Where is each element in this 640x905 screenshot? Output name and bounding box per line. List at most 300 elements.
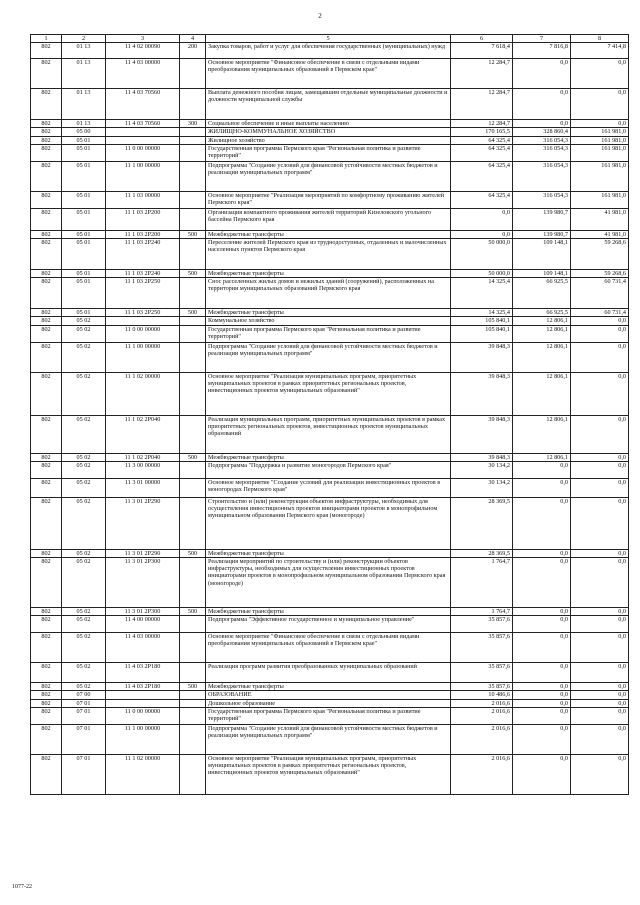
amount-2023-cell: 0,0 bbox=[513, 461, 571, 478]
table-row bbox=[31, 691, 629, 699]
grbs-code-cell: 802 bbox=[31, 43, 62, 59]
amount-2024-cell: 0,0 bbox=[571, 325, 629, 342]
table-row bbox=[31, 415, 629, 453]
expense-type-code-cell bbox=[180, 208, 206, 230]
amount-2023-cell: 0,0 bbox=[513, 724, 571, 754]
description-cell: Основное мероприятие "Создание условий для реализации инвестиционных проектов в моногородах Пермского края" bbox=[206, 478, 451, 497]
amount-2022-cell: 64 325,4 bbox=[451, 161, 513, 191]
amount-2023-cell: 0,0 bbox=[513, 558, 571, 608]
expense-type-code-cell bbox=[180, 699, 206, 707]
amount-2024-cell: 161 981,0 bbox=[571, 191, 629, 208]
table-row bbox=[31, 239, 629, 270]
target-article-code-cell: 11 1 00 00000 bbox=[106, 161, 180, 191]
column-header: 6 bbox=[451, 35, 513, 43]
grbs-code-cell: 802 bbox=[31, 549, 62, 557]
amount-2024-cell: 0,0 bbox=[571, 707, 629, 724]
target-article-code-cell: 11 3 01 2Р290 bbox=[106, 497, 180, 549]
target-article-code-cell: 11 3 01 00000 bbox=[106, 478, 180, 497]
grbs-code-cell: 802 bbox=[31, 415, 62, 453]
description-cell: Строительство и (или) реконструкция объектов инфраструктуры, необходимых для осуществления инвестиционных проектов инициаторами проектов в монопрофильном муниципальном образовании Пермского края (моногороде) bbox=[206, 497, 451, 549]
table-row bbox=[31, 453, 629, 461]
expense-type-code-cell bbox=[180, 278, 206, 309]
amount-2022-cell: 105 840,1 bbox=[451, 317, 513, 325]
target-article-code-cell: 11 0 00 00000 bbox=[106, 707, 180, 724]
description-cell: Подпрограмма "Создание условий для финансовой устойчивости местных бюджетов и реализации муниципальных программ" bbox=[206, 724, 451, 754]
description-cell: ОБРАЗОВАНИЕ bbox=[206, 691, 451, 699]
description-cell: Основное мероприятие "Финансовое обеспечение в связи с отдельными видами преобразования муниципальных образований в Пермском крае" bbox=[206, 633, 451, 663]
amount-2023-cell: 0,0 bbox=[513, 633, 571, 663]
grbs-code-cell: 802 bbox=[31, 270, 62, 278]
amount-2022-cell: 35 857,6 bbox=[451, 663, 513, 683]
grbs-code-cell: 802 bbox=[31, 683, 62, 691]
amount-2024-cell: 0,0 bbox=[571, 497, 629, 549]
target-article-code-cell: 11 1 02 2Р040 bbox=[106, 453, 180, 461]
target-article-code-cell: 11 3 01 2Р290 bbox=[106, 549, 180, 557]
section-code-cell: 05 02 bbox=[62, 683, 106, 691]
expense-type-code-cell bbox=[180, 317, 206, 325]
column-header: 3 bbox=[106, 35, 180, 43]
section-code-cell: 05 02 bbox=[62, 478, 106, 497]
section-code-cell: 05 01 bbox=[62, 309, 106, 317]
amount-2024-cell: 0,0 bbox=[571, 120, 629, 128]
amount-2022-cell: 2 016,6 bbox=[451, 707, 513, 724]
target-article-code-cell: 11 1 03 2Р240 bbox=[106, 239, 180, 270]
amount-2024-cell: 0,0 bbox=[571, 89, 629, 120]
amount-2022-cell: 30 134,2 bbox=[451, 478, 513, 497]
section-code-cell: 07 00 bbox=[62, 691, 106, 699]
grbs-code-cell: 802 bbox=[31, 453, 62, 461]
column-header: 8 bbox=[571, 35, 629, 43]
description-cell: Закупка товаров, работ и услуг для обеспечения государственных (муниципальных) нужд bbox=[206, 43, 451, 59]
table-row bbox=[31, 270, 629, 278]
amount-2023-cell: 139 980,7 bbox=[513, 208, 571, 230]
target-article-code-cell: 11 1 03 2Р200 bbox=[106, 208, 180, 230]
description-cell: Выплата денежного пособия лицам, замещавшим отдельные муниципальные должности и должности муниципальной службы bbox=[206, 89, 451, 120]
amount-2022-cell: 35 857,6 bbox=[451, 683, 513, 691]
target-article-code-cell: 11 1 03 2Р240 bbox=[106, 270, 180, 278]
expense-type-code-cell bbox=[180, 136, 206, 144]
description-cell: Реализация мероприятий по строительству и (или) реконструкции объектов инфраструктуры, необходимых для осуществления инвестиционных проектов инициаторами проектов в монопрофильном муниципальном образовании Пермского края (моногороде) bbox=[206, 558, 451, 608]
table-row bbox=[31, 120, 629, 128]
amount-2022-cell: 14 325,4 bbox=[451, 278, 513, 309]
target-article-code-cell: 11 1 03 00000 bbox=[106, 191, 180, 208]
expense-type-code-cell bbox=[180, 372, 206, 415]
amount-2022-cell: 50 000,0 bbox=[451, 239, 513, 270]
description-cell: Переселение жителей Пермского края из труднодоступных, отдаленных и малочисленных населенных пунктов Пермского края bbox=[206, 239, 451, 270]
amount-2024-cell: 7 414,8 bbox=[571, 43, 629, 59]
grbs-code-cell: 802 bbox=[31, 691, 62, 699]
table-row bbox=[31, 699, 629, 707]
section-code-cell: 05 00 bbox=[62, 128, 106, 136]
amount-2024-cell: 0,0 bbox=[571, 461, 629, 478]
grbs-code-cell: 802 bbox=[31, 230, 62, 238]
page-number: 2 bbox=[318, 12, 322, 20]
section-code-cell: 05 02 bbox=[62, 325, 106, 342]
amount-2022-cell: 64 325,4 bbox=[451, 144, 513, 161]
description-cell: Снос расселенных жилых домов и нежилых зданий (сооружений), расположенных на территории муниципальных образований Пермского края bbox=[206, 278, 451, 309]
description-cell: Подпрограмма "Создание условий для финансовой устойчивости местных бюджетов и реализации муниципальных программ" bbox=[206, 342, 451, 372]
amount-2023-cell: 0,0 bbox=[513, 707, 571, 724]
section-code-cell: 05 02 bbox=[62, 372, 106, 415]
target-article-code-cell: 11 4 02 00090 bbox=[106, 43, 180, 59]
amount-2022-cell: 10 486,6 bbox=[451, 691, 513, 699]
header-row bbox=[31, 35, 629, 43]
amount-2022-cell: 12 284,7 bbox=[451, 120, 513, 128]
section-code-cell: 07 01 bbox=[62, 754, 106, 794]
amount-2022-cell: 2 016,6 bbox=[451, 699, 513, 707]
amount-2022-cell: 12 284,7 bbox=[451, 59, 513, 89]
description-cell: Основное мероприятие "Реализация муниципальных программ, приоритетных муниципальных проектов в рамках приоритетных региональных проектов, инвестиционных проектов муниципальных образований" bbox=[206, 372, 451, 415]
expense-type-code-cell bbox=[180, 478, 206, 497]
expense-type-code-cell bbox=[180, 144, 206, 161]
target-article-code-cell: 11 1 03 2Р250 bbox=[106, 278, 180, 309]
expense-type-code-cell bbox=[180, 128, 206, 136]
amount-2024-cell: 0,0 bbox=[571, 663, 629, 683]
amount-2024-cell: 161 981,0 bbox=[571, 144, 629, 161]
table-row bbox=[31, 754, 629, 794]
amount-2022-cell: 0,0 bbox=[451, 230, 513, 238]
expense-type-code-cell bbox=[180, 724, 206, 754]
grbs-code-cell: 802 bbox=[31, 616, 62, 633]
amount-2024-cell: 0,0 bbox=[571, 608, 629, 616]
grbs-code-cell: 802 bbox=[31, 372, 62, 415]
amount-2023-cell: 12 806,1 bbox=[513, 372, 571, 415]
section-code-cell: 05 02 bbox=[62, 461, 106, 478]
amount-2022-cell: 1 764,7 bbox=[451, 608, 513, 616]
grbs-code-cell: 802 bbox=[31, 707, 62, 724]
amount-2024-cell: 161 981,0 bbox=[571, 136, 629, 144]
table-row bbox=[31, 89, 629, 120]
grbs-code-cell: 802 bbox=[31, 144, 62, 161]
amount-2023-cell: 109 148,1 bbox=[513, 270, 571, 278]
grbs-code-cell: 802 bbox=[31, 136, 62, 144]
amount-2024-cell: 0,0 bbox=[571, 754, 629, 794]
table-row bbox=[31, 59, 629, 89]
target-article-code-cell: 11 3 00 00000 bbox=[106, 461, 180, 478]
target-article-code-cell bbox=[106, 128, 180, 136]
table-row bbox=[31, 372, 629, 415]
amount-2023-cell: 0,0 bbox=[513, 608, 571, 616]
amount-2022-cell: 64 325,4 bbox=[451, 191, 513, 208]
amount-2023-cell: 12 806,1 bbox=[513, 342, 571, 372]
column-header: 1 bbox=[31, 35, 62, 43]
table-row bbox=[31, 633, 629, 663]
grbs-code-cell: 802 bbox=[31, 191, 62, 208]
expense-type-code-cell bbox=[180, 415, 206, 453]
target-article-code-cell: 11 1 00 00000 bbox=[106, 724, 180, 754]
amount-2023-cell: 316 054,3 bbox=[513, 191, 571, 208]
grbs-code-cell: 802 bbox=[31, 342, 62, 372]
amount-2024-cell: 0,0 bbox=[571, 724, 629, 754]
section-code-cell: 05 02 bbox=[62, 317, 106, 325]
table-row bbox=[31, 608, 629, 616]
amount-2024-cell: 41 981,0 bbox=[571, 208, 629, 230]
amount-2024-cell: 0,0 bbox=[571, 633, 629, 663]
section-code-cell: 05 01 bbox=[62, 239, 106, 270]
table-row bbox=[31, 278, 629, 309]
amount-2024-cell: 161 981,0 bbox=[571, 128, 629, 136]
target-article-code-cell: 11 4 00 00000 bbox=[106, 616, 180, 633]
description-cell: Межбюджетные трансферты bbox=[206, 549, 451, 557]
expense-type-code-cell bbox=[180, 691, 206, 699]
description-cell: Межбюджетные трансферты bbox=[206, 309, 451, 317]
amount-2022-cell: 30 134,2 bbox=[451, 461, 513, 478]
section-code-cell: 05 02 bbox=[62, 497, 106, 549]
budget-table bbox=[30, 34, 629, 795]
target-article-code-cell: 11 1 02 00000 bbox=[106, 754, 180, 794]
amount-2024-cell: 0,0 bbox=[571, 616, 629, 633]
grbs-code-cell: 802 bbox=[31, 208, 62, 230]
amount-2022-cell: 28 369,5 bbox=[451, 549, 513, 557]
expense-type-code-cell: 300 bbox=[180, 120, 206, 128]
description-cell: Межбюджетные трансферты bbox=[206, 270, 451, 278]
target-article-code-cell bbox=[106, 691, 180, 699]
amount-2022-cell: 64 325,4 bbox=[451, 136, 513, 144]
section-code-cell: 01 13 bbox=[62, 43, 106, 59]
expense-type-code-cell bbox=[180, 497, 206, 549]
amount-2023-cell: 12 806,1 bbox=[513, 325, 571, 342]
amount-2022-cell: 7 618,4 bbox=[451, 43, 513, 59]
description-cell: Основное мероприятие "Финансовое обеспечение в связи с отдельными видами преобразования муниципальных образований в Пермском крае" bbox=[206, 59, 451, 89]
amount-2024-cell: 60 731,4 bbox=[571, 309, 629, 317]
amount-2023-cell: 316 054,3 bbox=[513, 136, 571, 144]
section-code-cell: 01 13 bbox=[62, 59, 106, 89]
target-article-code-cell: 11 3 01 2Р300 bbox=[106, 558, 180, 608]
expense-type-code-cell bbox=[180, 558, 206, 608]
amount-2024-cell: 0,0 bbox=[571, 453, 629, 461]
amount-2023-cell: 12 806,1 bbox=[513, 453, 571, 461]
amount-2022-cell: 0,0 bbox=[451, 208, 513, 230]
amount-2022-cell: 12 284,7 bbox=[451, 89, 513, 120]
amount-2023-cell: 139 980,7 bbox=[513, 230, 571, 238]
table-row bbox=[31, 191, 629, 208]
column-header: 5 bbox=[206, 35, 451, 43]
amount-2023-cell: 0,0 bbox=[513, 497, 571, 549]
amount-2023-cell: 0,0 bbox=[513, 699, 571, 707]
amount-2023-cell: 66 925,5 bbox=[513, 309, 571, 317]
amount-2023-cell: 0,0 bbox=[513, 754, 571, 794]
section-code-cell: 05 01 bbox=[62, 161, 106, 191]
expense-type-code-cell bbox=[180, 754, 206, 794]
grbs-code-cell: 802 bbox=[31, 161, 62, 191]
amount-2023-cell: 0,0 bbox=[513, 616, 571, 633]
target-article-code-cell: 11 1 00 00000 bbox=[106, 342, 180, 372]
section-code-cell: 05 01 bbox=[62, 208, 106, 230]
section-code-cell: 07 01 bbox=[62, 699, 106, 707]
target-article-code-cell: 11 1 03 2Р250 bbox=[106, 309, 180, 317]
expense-type-code-cell bbox=[180, 707, 206, 724]
target-article-code-cell bbox=[106, 317, 180, 325]
grbs-code-cell: 802 bbox=[31, 633, 62, 663]
grbs-code-cell: 802 bbox=[31, 59, 62, 89]
description-cell: Подпрограмма "Эффективное государственное и муниципальное управление" bbox=[206, 616, 451, 633]
expense-type-code-cell: 500 bbox=[180, 453, 206, 461]
section-code-cell: 05 02 bbox=[62, 616, 106, 633]
grbs-code-cell: 802 bbox=[31, 699, 62, 707]
table-row bbox=[31, 683, 629, 691]
description-cell: Основное мероприятие "Реализация муниципальных программ, приоритетных муниципальных проектов в рамках приоритетных региональных проектов, инвестиционных проектов муниципальных образований" bbox=[206, 754, 451, 794]
amount-2022-cell: 1 764,7 bbox=[451, 558, 513, 608]
amount-2023-cell: 109 148,1 bbox=[513, 239, 571, 270]
expense-type-code-cell bbox=[180, 616, 206, 633]
expense-type-code-cell bbox=[180, 633, 206, 663]
section-code-cell: 05 02 bbox=[62, 558, 106, 608]
section-code-cell: 05 01 bbox=[62, 278, 106, 309]
amount-2023-cell: 0,0 bbox=[513, 120, 571, 128]
amount-2023-cell: 0,0 bbox=[513, 89, 571, 120]
amount-2024-cell: 0,0 bbox=[571, 691, 629, 699]
table-row bbox=[31, 128, 629, 136]
amount-2022-cell: 39 848,3 bbox=[451, 372, 513, 415]
expense-type-code-cell: 500 bbox=[180, 608, 206, 616]
table-row bbox=[31, 549, 629, 557]
section-code-cell: 05 02 bbox=[62, 663, 106, 683]
table-row bbox=[31, 144, 629, 161]
expense-type-code-cell bbox=[180, 461, 206, 478]
section-code-cell: 01 13 bbox=[62, 120, 106, 128]
grbs-code-cell: 802 bbox=[31, 89, 62, 120]
target-article-code-cell: 11 1 02 2Р040 bbox=[106, 415, 180, 453]
target-article-code-cell: 11 4 03 2Р180 bbox=[106, 663, 180, 683]
table-row bbox=[31, 342, 629, 372]
table-row bbox=[31, 43, 629, 59]
amount-2023-cell: 0,0 bbox=[513, 59, 571, 89]
amount-2024-cell: 41 981,0 bbox=[571, 230, 629, 238]
expense-type-code-cell: 500 bbox=[180, 683, 206, 691]
amount-2023-cell: 66 925,5 bbox=[513, 278, 571, 309]
amount-2022-cell: 35 857,6 bbox=[451, 616, 513, 633]
grbs-code-cell: 802 bbox=[31, 497, 62, 549]
amount-2024-cell: 0,0 bbox=[571, 317, 629, 325]
description-cell: Социальное обеспечение и иные выплаты населению bbox=[206, 120, 451, 128]
column-header: 2 bbox=[62, 35, 106, 43]
amount-2023-cell: 316 054,3 bbox=[513, 161, 571, 191]
target-article-code-cell bbox=[106, 136, 180, 144]
description-cell: Реализация программ развития преобразованных муниципальных образований bbox=[206, 663, 451, 683]
table-row bbox=[31, 478, 629, 497]
table-row bbox=[31, 208, 629, 230]
amount-2024-cell: 0,0 bbox=[571, 478, 629, 497]
description-cell: Подпрограмма "Поддержка и развитие моногородов Пермского края" bbox=[206, 461, 451, 478]
amount-2022-cell: 2 016,6 bbox=[451, 724, 513, 754]
amount-2024-cell: 0,0 bbox=[571, 415, 629, 453]
description-cell: Государственная программа Пермского края "Региональная политика и развитие территорий" bbox=[206, 707, 451, 724]
amount-2023-cell: 316 054,3 bbox=[513, 144, 571, 161]
description-cell: Межбюджетные трансферты bbox=[206, 683, 451, 691]
table-row bbox=[31, 497, 629, 549]
section-code-cell: 05 01 bbox=[62, 191, 106, 208]
section-code-cell: 05 02 bbox=[62, 453, 106, 461]
expense-type-code-cell: 500 bbox=[180, 230, 206, 238]
table-row bbox=[31, 230, 629, 238]
amount-2023-cell: 328 860,4 bbox=[513, 128, 571, 136]
table-row bbox=[31, 707, 629, 724]
amount-2024-cell: 59 268,6 bbox=[571, 270, 629, 278]
expense-type-code-cell: 500 bbox=[180, 549, 206, 557]
amount-2022-cell: 14 325,4 bbox=[451, 309, 513, 317]
grbs-code-cell: 802 bbox=[31, 478, 62, 497]
grbs-code-cell: 802 bbox=[31, 608, 62, 616]
table-row bbox=[31, 317, 629, 325]
amount-2022-cell: 39 848,3 bbox=[451, 415, 513, 453]
section-code-cell: 05 01 bbox=[62, 230, 106, 238]
table-row bbox=[31, 461, 629, 478]
amount-2023-cell: 12 806,1 bbox=[513, 415, 571, 453]
description-cell: Основное мероприятие "Реализация мероприятий по комфортному проживанию жителей Пермского края" bbox=[206, 191, 451, 208]
amount-2024-cell: 0,0 bbox=[571, 683, 629, 691]
target-article-code-cell: 11 4 03 70560 bbox=[106, 120, 180, 128]
table-row bbox=[31, 161, 629, 191]
amount-2022-cell: 2 016,6 bbox=[451, 754, 513, 794]
amount-2023-cell: 0,0 bbox=[513, 691, 571, 699]
amount-2023-cell: 12 806,1 bbox=[513, 317, 571, 325]
amount-2024-cell: 59 268,6 bbox=[571, 239, 629, 270]
grbs-code-cell: 802 bbox=[31, 663, 62, 683]
amount-2022-cell: 28 369,5 bbox=[451, 497, 513, 549]
description-cell: Реализация муниципальных программ, приоритетных муниципальных проектов в рамках приоритетных региональных проектов, инвестиционных проектов муниципальных образований bbox=[206, 415, 451, 453]
description-cell: Подпрограмма "Создание условий для финансовой устойчивости местных бюджетов и реализации муниципальных программ" bbox=[206, 161, 451, 191]
column-header: 4 bbox=[180, 35, 206, 43]
expense-type-code-cell bbox=[180, 161, 206, 191]
target-article-code-cell: 11 0 00 00000 bbox=[106, 144, 180, 161]
amount-2023-cell: 7 816,8 bbox=[513, 43, 571, 59]
grbs-code-cell: 802 bbox=[31, 239, 62, 270]
amount-2024-cell: 60 731,4 bbox=[571, 278, 629, 309]
section-code-cell: 05 01 bbox=[62, 136, 106, 144]
target-article-code-cell: 11 4 03 70560 bbox=[106, 89, 180, 120]
amount-2024-cell: 0,0 bbox=[571, 699, 629, 707]
expense-type-code-cell bbox=[180, 663, 206, 683]
description-cell: ЖИЛИЩНО-КОММУНАЛЬНОЕ ХОЗЯЙСТВО bbox=[206, 128, 451, 136]
target-article-code-cell: 11 1 03 2Р200 bbox=[106, 230, 180, 238]
table-row bbox=[31, 136, 629, 144]
target-article-code-cell: 11 4 03 2Р180 bbox=[106, 683, 180, 691]
section-code-cell: 05 02 bbox=[62, 415, 106, 453]
amount-2024-cell: 0,0 bbox=[571, 59, 629, 89]
target-article-code-cell bbox=[106, 699, 180, 707]
expense-type-code-cell bbox=[180, 325, 206, 342]
target-article-code-cell: 11 4 03 00000 bbox=[106, 633, 180, 663]
grbs-code-cell: 802 bbox=[31, 461, 62, 478]
section-code-cell: 05 01 bbox=[62, 144, 106, 161]
amount-2024-cell: 161 981,0 bbox=[571, 161, 629, 191]
description-cell: Межбюджетные трансферты bbox=[206, 230, 451, 238]
section-code-cell: 05 01 bbox=[62, 270, 106, 278]
table-row bbox=[31, 663, 629, 683]
amount-2024-cell: 0,0 bbox=[571, 342, 629, 372]
description-cell: Межбюджетные трансферты bbox=[206, 608, 451, 616]
grbs-code-cell: 802 bbox=[31, 128, 62, 136]
section-code-cell: 07 01 bbox=[62, 724, 106, 754]
table-row bbox=[31, 558, 629, 608]
section-code-cell: 05 02 bbox=[62, 608, 106, 616]
grbs-code-cell: 802 bbox=[31, 309, 62, 317]
description-cell: Коммунальное хозяйство bbox=[206, 317, 451, 325]
amount-2024-cell: 0,0 bbox=[571, 549, 629, 557]
amount-2022-cell: 39 848,3 bbox=[451, 342, 513, 372]
target-article-code-cell: 11 1 02 00000 bbox=[106, 372, 180, 415]
expense-type-code-cell bbox=[180, 342, 206, 372]
target-article-code-cell: 11 3 01 2Р300 bbox=[106, 608, 180, 616]
section-code-cell: 05 02 bbox=[62, 342, 106, 372]
grbs-code-cell: 802 bbox=[31, 278, 62, 309]
expense-type-code-cell bbox=[180, 59, 206, 89]
amount-2022-cell: 50 000,0 bbox=[451, 270, 513, 278]
expense-type-code-cell bbox=[180, 239, 206, 270]
grbs-code-cell: 802 bbox=[31, 754, 62, 794]
expense-type-code-cell bbox=[180, 89, 206, 120]
section-code-cell: 01 13 bbox=[62, 89, 106, 120]
